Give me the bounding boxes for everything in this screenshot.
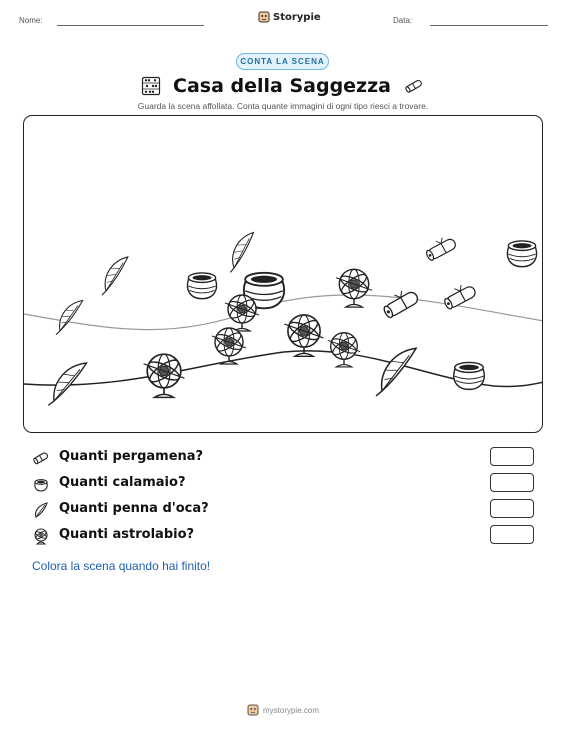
- question-label: Quanti penna d'oca?: [59, 501, 209, 516]
- footer-url: mystorypie.com: [262, 705, 319, 715]
- scene-picture: [23, 115, 543, 433]
- question-inkpot: [32, 473, 538, 495]
- answer-box-astrolabe[interactable]: [490, 525, 534, 544]
- question-astrolabe: [32, 525, 538, 547]
- question-label: Quanti calamaio?: [59, 475, 186, 490]
- name-field[interactable]: [57, 25, 204, 26]
- quill-icon: [32, 501, 50, 519]
- date-field[interactable]: [430, 25, 548, 26]
- date-label: Data:: [393, 16, 413, 25]
- storypie-logo-icon: [247, 704, 259, 716]
- storypie-logo-icon: [258, 11, 270, 23]
- instructions: Guarda la scena affollata. Conta quante immagini di ogni tipo riesci a trovare.: [137, 101, 429, 111]
- scroll-icon: [403, 76, 425, 96]
- answer-box-scroll[interactable]: [490, 447, 534, 466]
- abacus-icon: [141, 76, 161, 96]
- brand: [258, 11, 321, 23]
- name-label: Nome:: [19, 16, 43, 25]
- question-label: Quanti astrolabio?: [59, 527, 195, 542]
- question-scroll: [32, 447, 538, 469]
- scene-badge: CONTA LA SCENA: [236, 53, 329, 70]
- brand-name: Storypie: [273, 11, 321, 23]
- answer-box-quill[interactable]: [490, 499, 534, 518]
- footer: [0, 704, 566, 716]
- scroll-icon: [32, 449, 50, 467]
- color-instruction: Colora la scena quando hai finito!: [32, 559, 211, 573]
- question-quill: [32, 499, 538, 521]
- answer-box-inkpot[interactable]: [490, 473, 534, 492]
- question-label: Quanti pergamena?: [59, 449, 204, 464]
- title-text: Casa della Saggezza: [173, 75, 391, 97]
- inkpot-icon: [32, 475, 50, 493]
- page-title: [130, 72, 436, 100]
- astrolabe-icon: [32, 527, 50, 545]
